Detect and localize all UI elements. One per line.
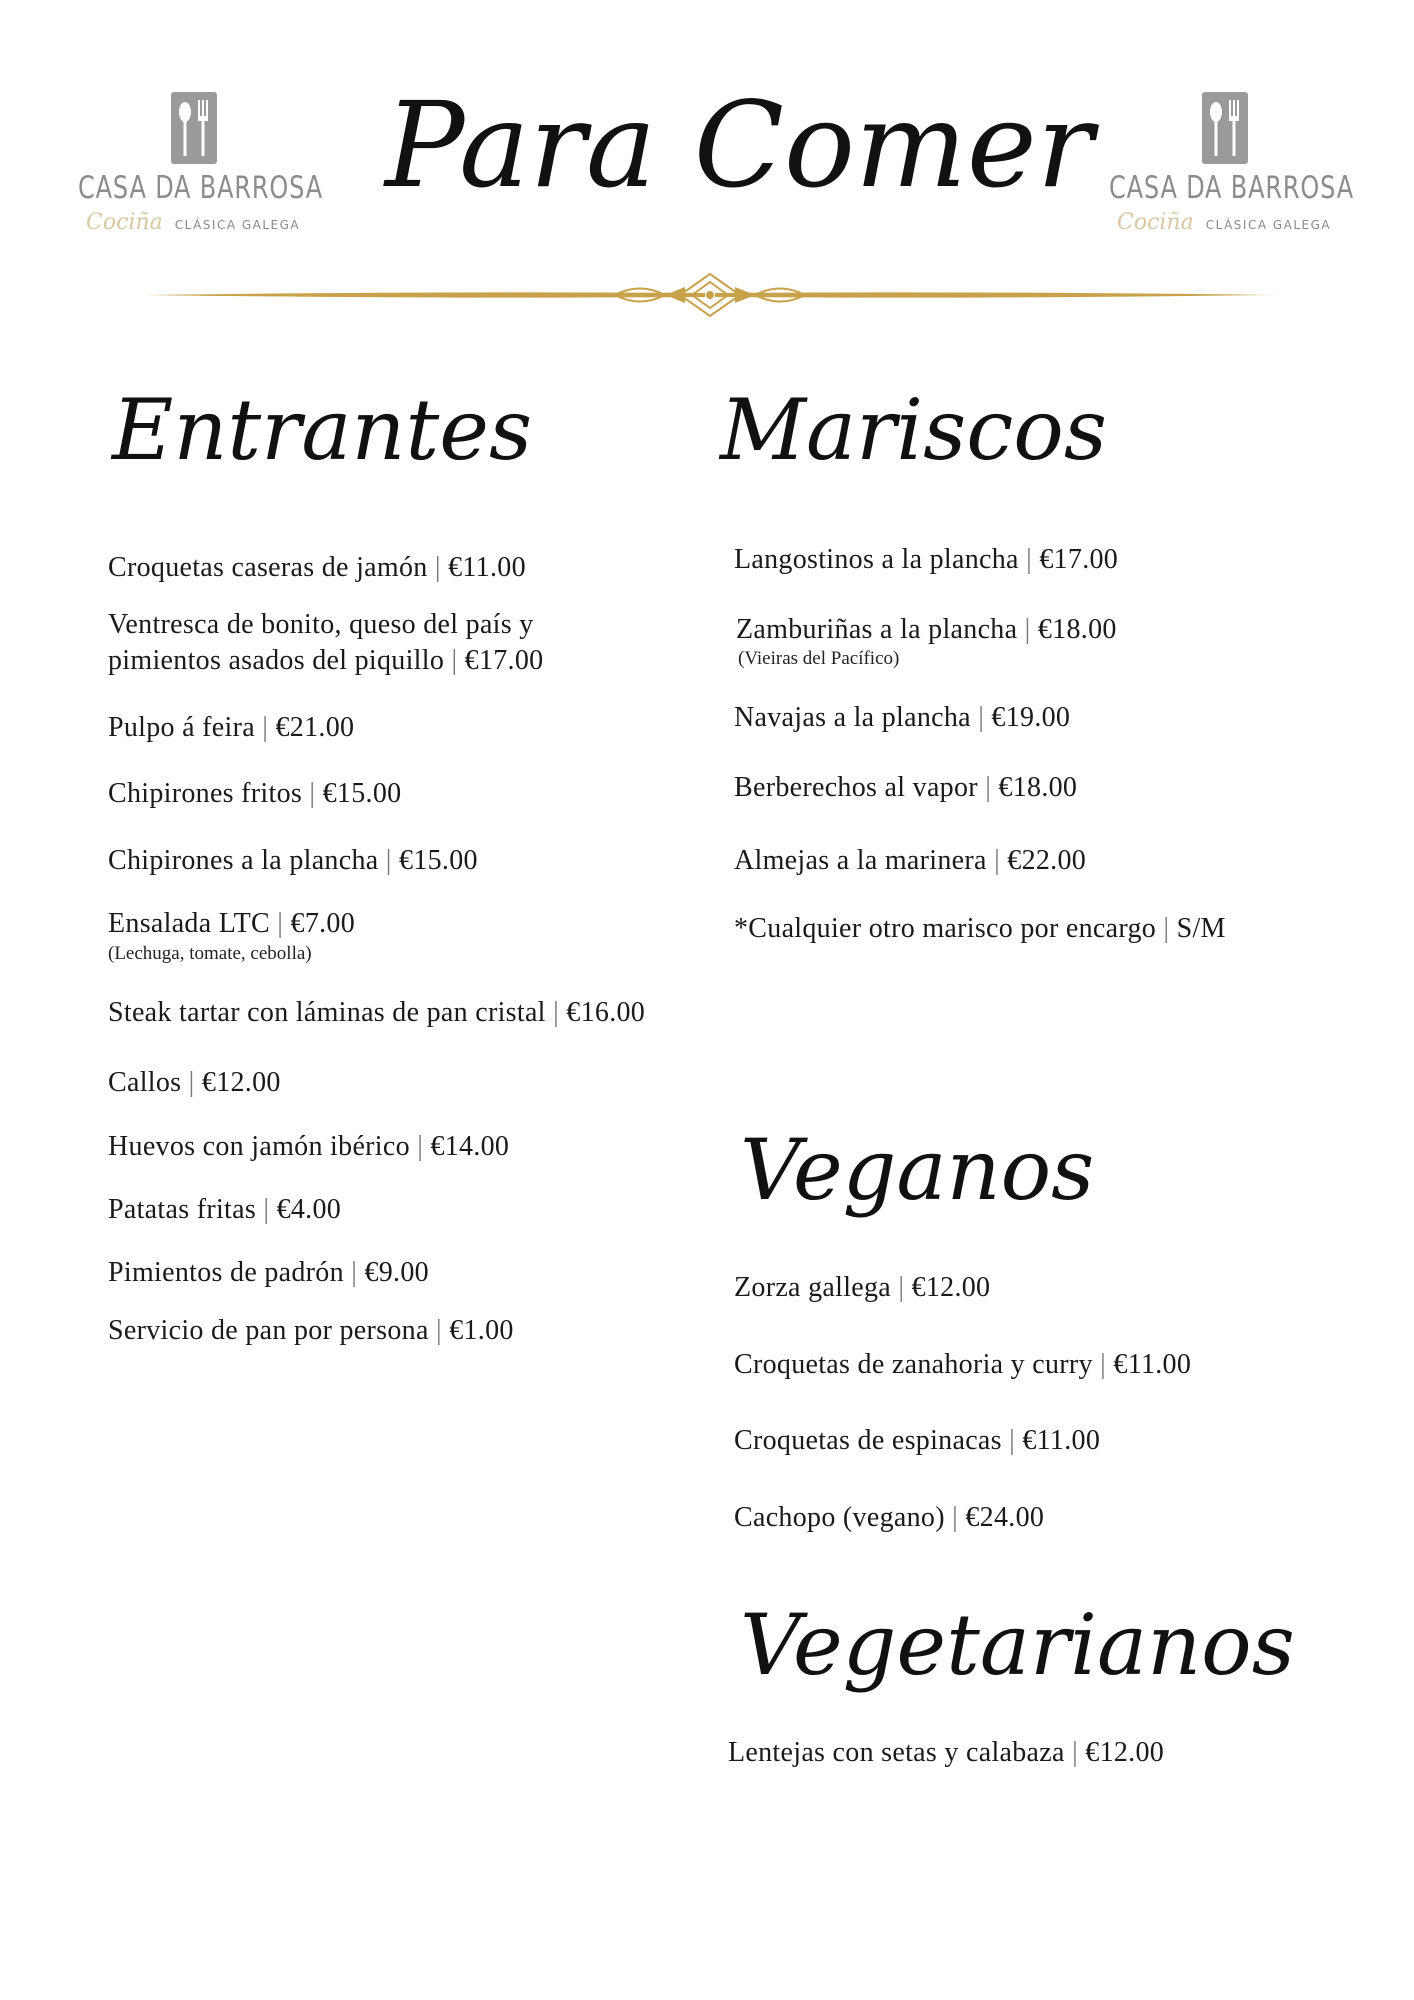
logo-subline bbox=[86, 210, 300, 235]
item-note: (Lechuga, tomate, cebolla) bbox=[108, 943, 312, 964]
logo-subline bbox=[1117, 210, 1331, 235]
menu-item-entrantes: Steak tartar con láminas de pan cristal | €16.00 bbox=[108, 997, 646, 1028]
fork-spoon-icon bbox=[1202, 92, 1248, 164]
menu-item-entrantes: Ventresca de bonito, queso del país y bbox=[108, 609, 534, 640]
menu-item-veganos: Zorza gallega | €12.00 bbox=[734, 1272, 991, 1303]
item-note: (Vieiras del Pacífico) bbox=[738, 648, 900, 669]
section-title-entrantes: Entrantes bbox=[112, 381, 533, 479]
menu-item-mariscos: Navajas a la plancha | €19.00 bbox=[734, 702, 1071, 733]
menu-item-entrantes: Patatas fritas | €4.00 bbox=[108, 1194, 342, 1225]
logo-brand: CASA DA BARROSA bbox=[78, 170, 324, 206]
logo-script: Cociña bbox=[86, 210, 163, 235]
fork-spoon-icon bbox=[171, 92, 217, 164]
page-title: Para Comer bbox=[385, 76, 1094, 214]
logo-left bbox=[78, 92, 324, 242]
ornament-divider bbox=[145, 270, 1275, 320]
menu-item-mariscos: Berberechos al vapor | €18.00 bbox=[734, 772, 1078, 803]
menu-item-mariscos: *Cualquier otro marisco por encargo | S/M bbox=[734, 913, 1226, 944]
menu-item-mariscos: Zamburiñas a la plancha | €18.00 bbox=[736, 614, 1117, 645]
menu-item-veganos: Croquetas de zanahoria y curry | €11.00 bbox=[734, 1349, 1192, 1380]
menu-item-veganos: Cachopo (vegano) | €24.00 bbox=[734, 1502, 1045, 1533]
logo-brand: CASA DA BARROSA bbox=[1109, 170, 1355, 206]
logo-script: Cociña bbox=[1117, 210, 1194, 235]
menu-item-entrantes: Callos | €12.00 bbox=[108, 1067, 281, 1098]
menu-item-entrantes: Huevos con jamón ibérico | €14.00 bbox=[108, 1131, 510, 1162]
logo-right bbox=[1109, 92, 1355, 242]
menu-item-veganos: Croquetas de espinacas | €11.00 bbox=[734, 1425, 1101, 1456]
menu-item-entrantes: Chipirones fritos | €15.00 bbox=[108, 778, 402, 809]
menu-item-entrantes: Chipirones a la plancha | €15.00 bbox=[108, 845, 478, 876]
menu-item-mariscos: Langostinos a la plancha | €17.00 bbox=[734, 544, 1119, 575]
section-title-vegetarianos: Vegetarianos bbox=[740, 1596, 1295, 1694]
menu-item-entrantes: Pulpo á feira | €21.00 bbox=[108, 712, 355, 743]
menu-item-entrantes: pimientos asados del piquillo | €17.00 bbox=[108, 645, 544, 676]
menu-item-entrantes: Servicio de pan por persona | €1.00 bbox=[108, 1315, 514, 1346]
menu-item-mariscos: Almejas a la marinera | €22.00 bbox=[734, 845, 1087, 876]
menu-item-vegetarianos: Lentejas con setas y calabaza | €12.00 bbox=[728, 1737, 1165, 1768]
logo-tagline: CLÁSICA GALEGA bbox=[1205, 218, 1332, 232]
menu-item-entrantes: Croquetas caseras de jamón | €11.00 bbox=[108, 552, 526, 583]
logo-tagline: CLÁSICA GALEGA bbox=[174, 218, 301, 232]
menu-item-entrantes: Ensalada LTC | €7.00 bbox=[108, 908, 356, 939]
section-title-veganos: Veganos bbox=[740, 1121, 1095, 1219]
section-title-mariscos: Mariscos bbox=[720, 381, 1107, 479]
menu-item-entrantes: Pimientos de padrón | €9.00 bbox=[108, 1257, 429, 1288]
